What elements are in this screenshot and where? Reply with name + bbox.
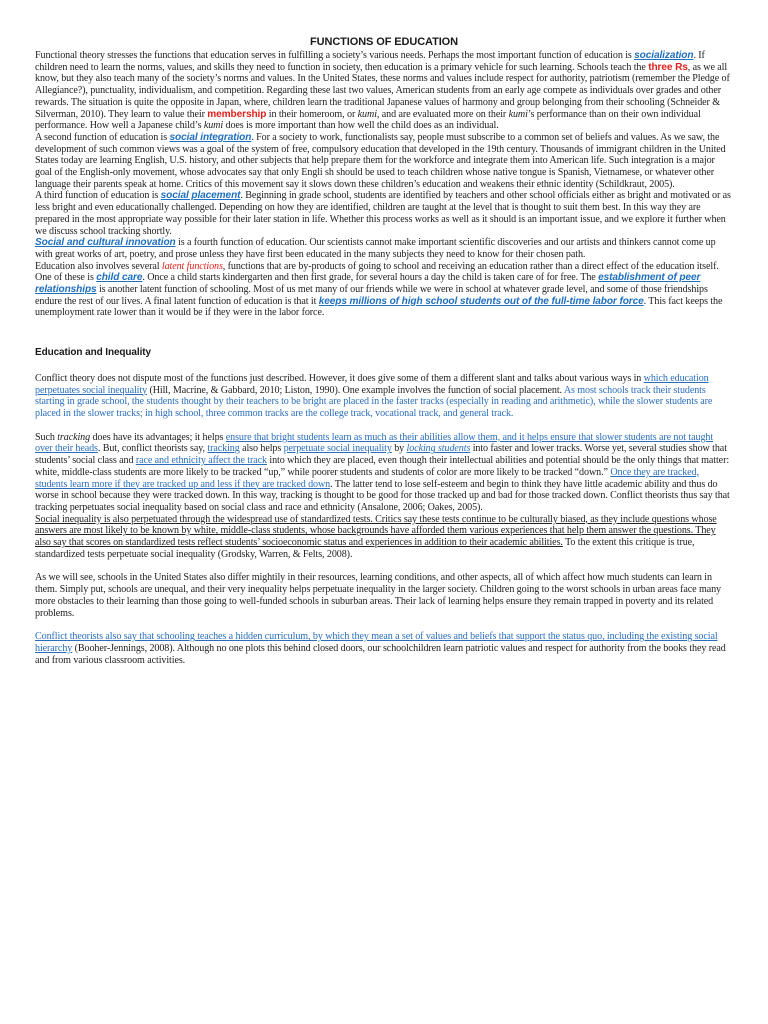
paragraph-social-placement (35, 190, 733, 237)
paragraph-social-integration (35, 132, 733, 191)
text-run: . Beginning in grade school, students are identified by teachers and other school officials either as bright and motivated or as less bright and even educationally challenged. Depending on how they are identified, children are taught at the level that is thought to suit them best. In this way they are prepared in the most appropriate way possible for their later station in life. Whether this process works as well as it should is an important issue, and we explore it further when we discuss school tracking shortly. (35, 190, 731, 237)
text-run: . The latter tend to lose self-esteem and begin to think they have little academic ability and thus do worse in school because they were tracked down. In this way, tracking is thought to be good for those tracked up and bad for those tracked down. Conflict theorists thus say that tracking perpetuates social inequality based on social class and race and ethnicity (Ansalone, 2006; Oakes, 2005). (35, 478, 730, 513)
text-run: by (391, 443, 407, 455)
link-child-care[interactable]: child care (96, 272, 143, 284)
paragraph-socialization (35, 50, 733, 132)
paragraph-tracking (35, 432, 733, 514)
text-run: . This fact keeps the unemployment rate lower than it would be if they were in the labor force. (35, 295, 723, 319)
text-run: . For a society to work, functionalists say, people must subscribe to a common set of beliefs and values. As we saw, the development of such common views was a goal of the system of free, compulsory education that developed in the 19th century. Thousands of immigrant children in the United States today are learning English, U.S. history, and other subjects that help prepare them for the workforce and integrate them into American life. Such integration is a major goal of the English-only movement, whose advocates say that only Engli sh should be used to teach children whose native tongue is Spanish, Vietnamese, or whatever other language their parents speak at home. Critics of this movement say it slows down these children’s education and weakens their ethnic identity (Schildkraut, 2005). (35, 131, 726, 190)
link-perpetuate-inequality[interactable]: perpetuate social inequality (283, 443, 392, 455)
text-run: A second function of education is (35, 131, 170, 143)
text-run: To the extent this critique is true, standardized tests perpetuate social inequality (Grodsky, Warren, & Felts, 2008). (35, 537, 695, 560)
underlined-standardized-tests: Social inequality is also perpetuated through the widespread use of standardized tests. Critics say these tests continue to be culturally biased, as they include questions whose answers are most likely to be known by white, middle-class students, whose backgrounds have afforded them various experiences that help them answer the questions. They also say that scores on standardized tests reflect students’ socioeconomic status and experiences in addition to their academic abilities. (35, 513, 717, 549)
keyword-membership: membership (207, 108, 267, 120)
text-run: (Hill, Macrine, & Gabbard, 2010; Liston, 1990). One example involves the function of social placement. (147, 384, 564, 396)
text-run: , and are evaluated more on their (376, 108, 509, 120)
link-tracking[interactable]: tracking (207, 443, 240, 455)
functions-section (35, 50, 733, 319)
link-ensure-bright-students[interactable]: ensure that bright students learn as much as their abilities allow them, and it helps ensure that slower students are not taught over their heads (35, 431, 714, 455)
text-run: Conflict theory does not dispute most of the functions just described. However, it does give some of them a different slant and talks about various ways in (35, 372, 644, 384)
text-run: is another latent function of schooling. Most of us met many of our friends while we were in school at whatever grade level, and some of those friendships endure the rest of our lives. A final latent function of education is that it (35, 284, 708, 307)
keyword-three-rs: three Rs (648, 61, 688, 73)
text-run: , functions that are by-products of going to school and receiving an education rather than a direct effect of the education itself. One of these is (35, 260, 719, 284)
text-run: , as we all know, but they also teach many of the society’s norms and values. In the United States, these norms and values include respect for authority, patriotism (remember the Pledge of Allegiance?), punctuality, individualism, and competition. Regarding these last two values, American students from an early age compete as individuals over grades and other rewards. The situation is quite the opposite in Japan, where, children learn the traditional Japanese values of harmony and group belonging from their schooling (Schneider & Silverman, 2010). They learn to value their (35, 61, 730, 120)
link-social-placement[interactable]: social placement (160, 190, 241, 202)
keyword-latent-functions: latent functions (161, 260, 223, 272)
link-locking-students[interactable]: locking students (406, 443, 471, 455)
paragraph-hidden-curriculum (35, 631, 733, 666)
text-run: Such (35, 431, 58, 443)
link-socialization[interactable]: socialization (634, 50, 694, 61)
text-run: . If children need to learn the norms, values, and skills they need to function in society, then education is a primary vehicle for such learning. Schools teach the (35, 50, 705, 73)
highlight-tracking: As most schools track their students starting in grade school, the students thought by their teachers to be bright are placed in the faster tracks (especially in reading and arithmetic), while the slower students are placed in the slower tracks; in high school, three common tracks are the college track, vocational track, and general track. (35, 384, 713, 419)
section-heading: Education and Inequality (35, 347, 151, 359)
link-race-ethnicity[interactable]: race and ethnicity affect the track (135, 455, 267, 467)
term-kumi: kumi (203, 120, 224, 132)
document (35, 35, 733, 678)
term-tracking: tracking (57, 431, 91, 443)
text-run: . Once a child starts kindergarten and then first grade, for several hours a day the child is taken care of for free. The (142, 272, 599, 284)
text-run: ’s performance than on their own individual performance. How well a Japanese child’s (35, 108, 701, 132)
paragraph-latent-functions (35, 261, 733, 320)
text-run: into which they are placed, even though their intellectual abilities and potential should be the only things that matter: white, middle-class students are more likely to be tracked “up,” while poorer students and students of color are more likely to be tracked “down.” (35, 455, 730, 478)
text-run: A third function of education is (35, 190, 161, 202)
paragraph-innovation (35, 237, 733, 260)
text-run: into faster and lower tracks. Worse yet, several studies show that students’ social class and (35, 443, 727, 467)
inequality-section (35, 373, 733, 666)
paragraph-conflict-theory (35, 373, 733, 420)
text-run: As we will see, schools in the United States also differ mightily in their resources, learning conditions, and other aspects, all of which affect how much students can learn in them. Simply put, schools are unequal, and their very inequality helps perpetuate inequality in the larger society. Children going to the worst schools in urban areas face many more obstacles to their learning than those going to well-funded schools in suburban areas. Their lack of learning helps ensure they remain trapped in poverty and its related problems. (35, 572, 721, 619)
text-run: Functional theory stresses the functions that education serves in fulfilling a society’s various needs. Perhaps the most important function of education is (35, 50, 635, 61)
text-run: . But, conflict theorists say, (97, 443, 208, 455)
paragraph-school-resources (35, 572, 733, 619)
text-run: does have its advantages; it helps (90, 431, 226, 443)
text-run: is a fourth function of education. Our scientists cannot make important scientific discoveries and our artists and thinkers cannot come up with great works of art, poetry, and prose unless they have first been educated in the many subjects they need to know for their chosen path. (35, 237, 716, 260)
link-hidden-curriculum[interactable]: Conflict theorists also say that schooling teaches a hidden curriculum, by which they mean a set of values and beliefs that support the status quo, including the existing social hierarchy (35, 631, 718, 654)
text-run: in their homeroom, or (266, 108, 358, 120)
term-kumi: kumi (508, 108, 528, 120)
document-title: FUNCTIONS OF EDUCATION (310, 36, 458, 48)
link-social-integration[interactable]: social integration (169, 131, 252, 143)
link-peer-relationships[interactable]: establishment of peer relationships (35, 272, 701, 296)
text-run: (Booher-Jennings, 2008). Although no one plots this behind closed doors, our schoolchildren learn patriotic values and respect for authority from the books they read and from various classroom activities. (35, 642, 726, 666)
term-kumi: kumi (357, 108, 377, 120)
link-perpetuates-inequality[interactable]: which education perpetuates social inequality (35, 372, 709, 396)
link-labor-force[interactable]: keeps millions of high school students out of the full-time labor force (318, 295, 644, 307)
link-social-cultural-innovation[interactable]: Social and cultural innovation (35, 237, 176, 249)
text-run: Education also involves several (35, 260, 162, 272)
link-tracked-up-down[interactable]: Once they are tracked, students learn more if they are tracked up and less if they are tracked down (35, 466, 699, 490)
text-run: does is more important than how well the child does as an individual. (223, 120, 499, 132)
paragraph-standardized-tests (35, 514, 733, 561)
text-run: also helps (239, 443, 284, 455)
